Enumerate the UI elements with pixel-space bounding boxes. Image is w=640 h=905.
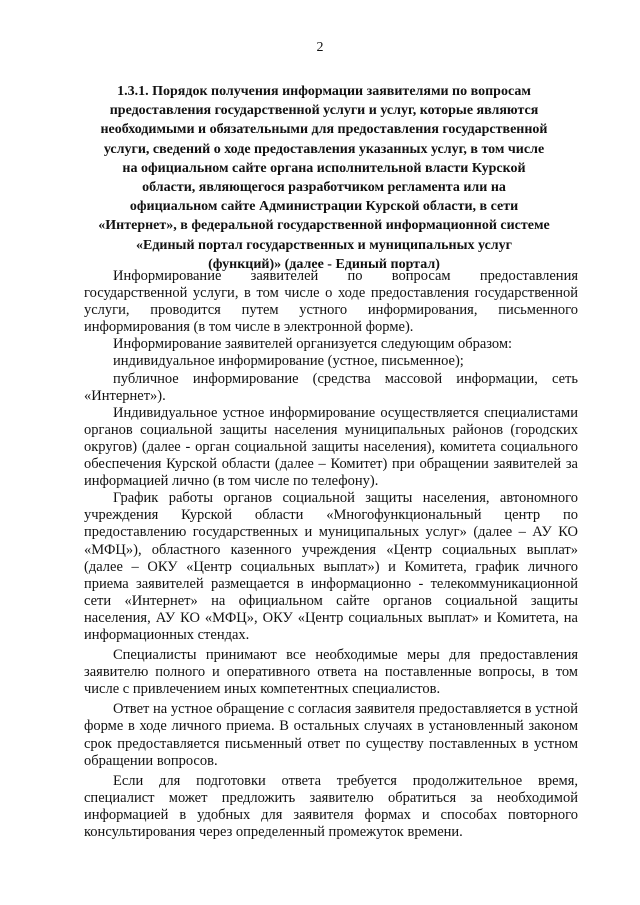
heading-line: официальном сайте Администрации Курской области, в сети xyxy=(129,199,519,215)
heading-line: необходимыми и обязательными для предоставления государственной xyxy=(100,122,548,138)
heading-line: области, являющегося разработчиком регламента или на xyxy=(142,180,506,196)
heading-line: услуги, сведений о ходе предоставления указанных услуг, в том числе xyxy=(103,141,545,157)
heading-line: (функций)» (далее - Единый портал) xyxy=(208,256,440,272)
paragraph-informing-organization: Информирование заявителей организуется следующим образом: xyxy=(113,336,513,353)
paragraph-individual-oral-informing: Индивидуальное устное информирование осуществляется специалистами органов социальной защиты населения муниципальных районов (городских округов) (далее - орган социальной защиты населения), комитета социального обеспечения Курской области (далее – Комитет) при обращении заявителей за информацией лично (в том числе по телефону). xyxy=(84,404,578,490)
paragraph-individual-informing: индивидуальное информирование (устное, письменное); xyxy=(113,353,464,370)
paragraph-repeat-consultation: Если для подготовки ответа требуется продолжительное время, специалист может предложить заявителю обратиться за необходимой информацией в удобных для заявителя формах и способах повторного консультирования через определенный промежуток времени. xyxy=(84,772,578,840)
heading-line: «Интернет», в федеральной государственной информационной системе xyxy=(98,218,550,234)
heading-line: «Единый портал государственных и муниципальных услуг xyxy=(135,237,512,253)
heading-line: на официальном сайте органа исполнительной власти Курской xyxy=(122,160,526,176)
heading-line: предоставления государственной услуги и услуг, которые являются xyxy=(109,103,539,119)
paragraph-informing-overview: Информирование заявителей по вопросам предоставления государственной услуги, в том числе о ходе предоставления государственной услуги, проводится путем устного информирования, письменного информирования (в том числе в электронной форме). xyxy=(84,268,578,336)
paragraph-public-informing: публичное информирование (средства массовой информации, сеть «Интернет»). xyxy=(84,370,578,404)
paragraph-work-schedule: График работы органов социальной защиты населения, автономного учреждения Курской области «Многофункциональный центр по предоставлению государственных и муниципальных услуг» (далее – АУ КО «МФЦ»), областного казенного учреждения «Центр социальных выплат» (далее – ОКУ «Центр социальных выплат») и Комитета, график личного приема заявителей размещается в информационно - телекоммуникационной сети «Интернет» на официальном сайте органов социальной защиты населения, АУ КО «МФЦ», ОКУ «Центр социальных выплат» и Комитета, на информационных стендах. xyxy=(84,490,578,643)
paragraph-oral-request-answer: Ответ на устное обращение с согласия заявителя предоставляется в устной форме в ходе личного приема. В остальных случаях в установленный законом срок предоставляется письменный ответ по существу поставленных в устном обращении вопросов. xyxy=(84,701,578,769)
section-heading xyxy=(74,82,574,274)
paragraph-specialists-measures: Специалисты принимают все необходимые меры для предоставления заявителю полного и оперативного ответа на поставленные вопросы, в том числе с привлечением иных компетентных специалистов. xyxy=(84,647,578,698)
document-body xyxy=(84,268,578,841)
page-number: 2 xyxy=(316,40,324,55)
heading-line: 1.3.1. Порядок получения информации заявителями по вопросам xyxy=(117,84,531,99)
